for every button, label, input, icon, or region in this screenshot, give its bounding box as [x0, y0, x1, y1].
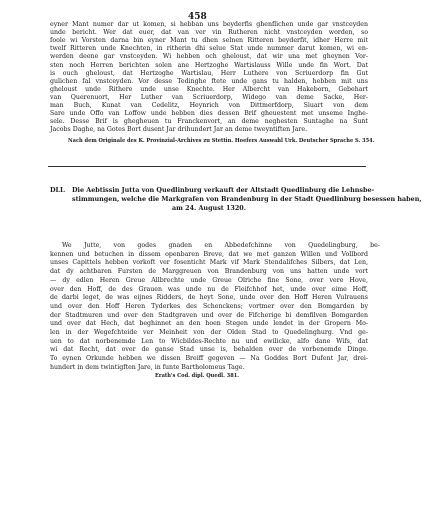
text-line: We Jutte, von godes gnaden en Abbedefchinne von Quedelingburg, be- [62, 242, 380, 249]
text-line: und over dat Hech, dat beghinnet an den hoen Stegen unde lendet in der Gropern Mo- [50, 320, 368, 328]
text-line: kennen und betuchen in dissem openbaren Breve, dat we met ganzen Willen und Vollbord [50, 250, 368, 258]
document-2-number: DLI. [50, 186, 66, 194]
text-line: To eynen Orkunde hebben we dissen Breiff gegeven — Na Goddes Bort Dufent Jar, drei- [50, 355, 368, 363]
document-1-source-note: Nach dem Originale des K. Provinzial-Archives zu Stettin. Hoefers Auswahl Urk. Deutscher Sprache S. 354. [68, 138, 375, 144]
text-line: man Buch, Kunat van Cedelitz, Heynrich von Dittmerfdorp, Siuart von dem [50, 102, 368, 109]
text-line: der Stadtmuren und over den Stadtgraven und over de Fifcherige bi demfilven Bomgarden [50, 311, 368, 319]
text-line: eyner Mant numer dar ut komen, si hebban uns beyderfis ghenflichen unde gar vnstceyden [50, 21, 368, 28]
text-line: gulichen fal vnstceyden. Vor desse Tedinghe ftete unde gans tu halden, hebben mit uns [50, 77, 368, 85]
section-divider [48, 166, 366, 167]
document-2-source-note: Erath's Cod. dipl. Quedl. 381. [155, 373, 240, 379]
heading-line: am 24. August 1320. [172, 204, 246, 212]
text-line: — dy edlen Heren Greue Allbrechte unde Greue Olriche fine Sone, over vere Hove, [50, 276, 368, 284]
page-number: 458 [188, 12, 207, 22]
text-line: gheloust unde Rithere unde unse Knechte. Her Albercht van Hakeborn, Gebehart [50, 85, 368, 93]
text-line: foole wi Vorsten darna bin eyner Mant tu dhen selnen Ritteren beyderfit, idher Herre mit [50, 37, 368, 45]
text-line: unses Capittels hebben vorkoft ver fosenticht Mark vif Mark Stendalifches Silbers, dat Len, [50, 259, 368, 267]
text-line: sele. Desse Brif is ghegheuen tu Franckenvort, an deme neghesten Suntaghe na Sunt [50, 118, 368, 126]
text-line: dat dy achtbaren Fursten de Marggreuen von Brandenburg von uns hatten unde vort [50, 268, 368, 276]
text-line: hundert in dem twintigften Jare, in funte Bartholomeus Tage. [50, 363, 245, 371]
text-line: twelf Ritteren unde Knechten, in ritherin dhi selue Stat unde nummer darut komen, wi en- [50, 45, 368, 53]
text-line: sten noch Herren berichten solen ane Hertzoghe Wartislauss Wille unde fin Wort. Dat [50, 61, 368, 69]
text-line: Jacobs Daghe, na Gotes Bort dusent Jar drihundert Jar an deme tweyntiften Jare. [50, 126, 308, 134]
text-line: werden deene gar vnstceyden. Wi hebben och gheloust, dat wir una met gheynen Vor- [50, 53, 368, 61]
text-line: len in der Wegefchteide ver Meinheit von der Olden Stad to Quedelinghurg. Vnd ge- [50, 329, 368, 336]
text-line: uen to dat norbenemde Len to Wicbildes-Rechte nu und ewilicke, alfo dane Wifs, dat [50, 337, 368, 345]
text-line: de darbi leget, de was eijnes Ridders, de heyt Sone, unde over den Hoff Heren Vulrauens [50, 294, 368, 302]
text-line: unde bericht. Wer dat euer, dat van ver vin Rutheren nicht vnstceyden worden, so [50, 29, 368, 37]
text-line: is ouch gheloust, dat Hertzoghe Wartislau, Herr Luthere von Scriuerdorp fin Gut [50, 69, 368, 77]
text-line: van Querenuort, Her Luther van Scriuerdorp, Widego van deme Sacke, Her- [50, 93, 368, 101]
text-line: Sare unde Offo van Loffow unde hebben dies dessen Brif gheuestent met unseme Inghe- [50, 110, 368, 118]
text-line: wi dat Recht, dat over de ganse Stad unse is, behalden over de vorbenemde Dinge. [50, 346, 368, 354]
text-line: over den Hoff, de des Grauen was unde nu de Fleifchhof het, unde over eime Hoff, [50, 285, 368, 293]
text-line: und over den Hoff Heren Tyderkes des Schenckens; vortmer over den Bomgarden by [50, 302, 368, 310]
heading-line: Die Aebtissin Jutta von Quedlinburg verkauft der Altstadt Quedlinburg die Lehnsbe- [72, 186, 375, 194]
heading-line: stimmungen, welche die Markgrafen von Brandenburg in der Stadt Quedlinburg besessen haben, [72, 195, 422, 203]
